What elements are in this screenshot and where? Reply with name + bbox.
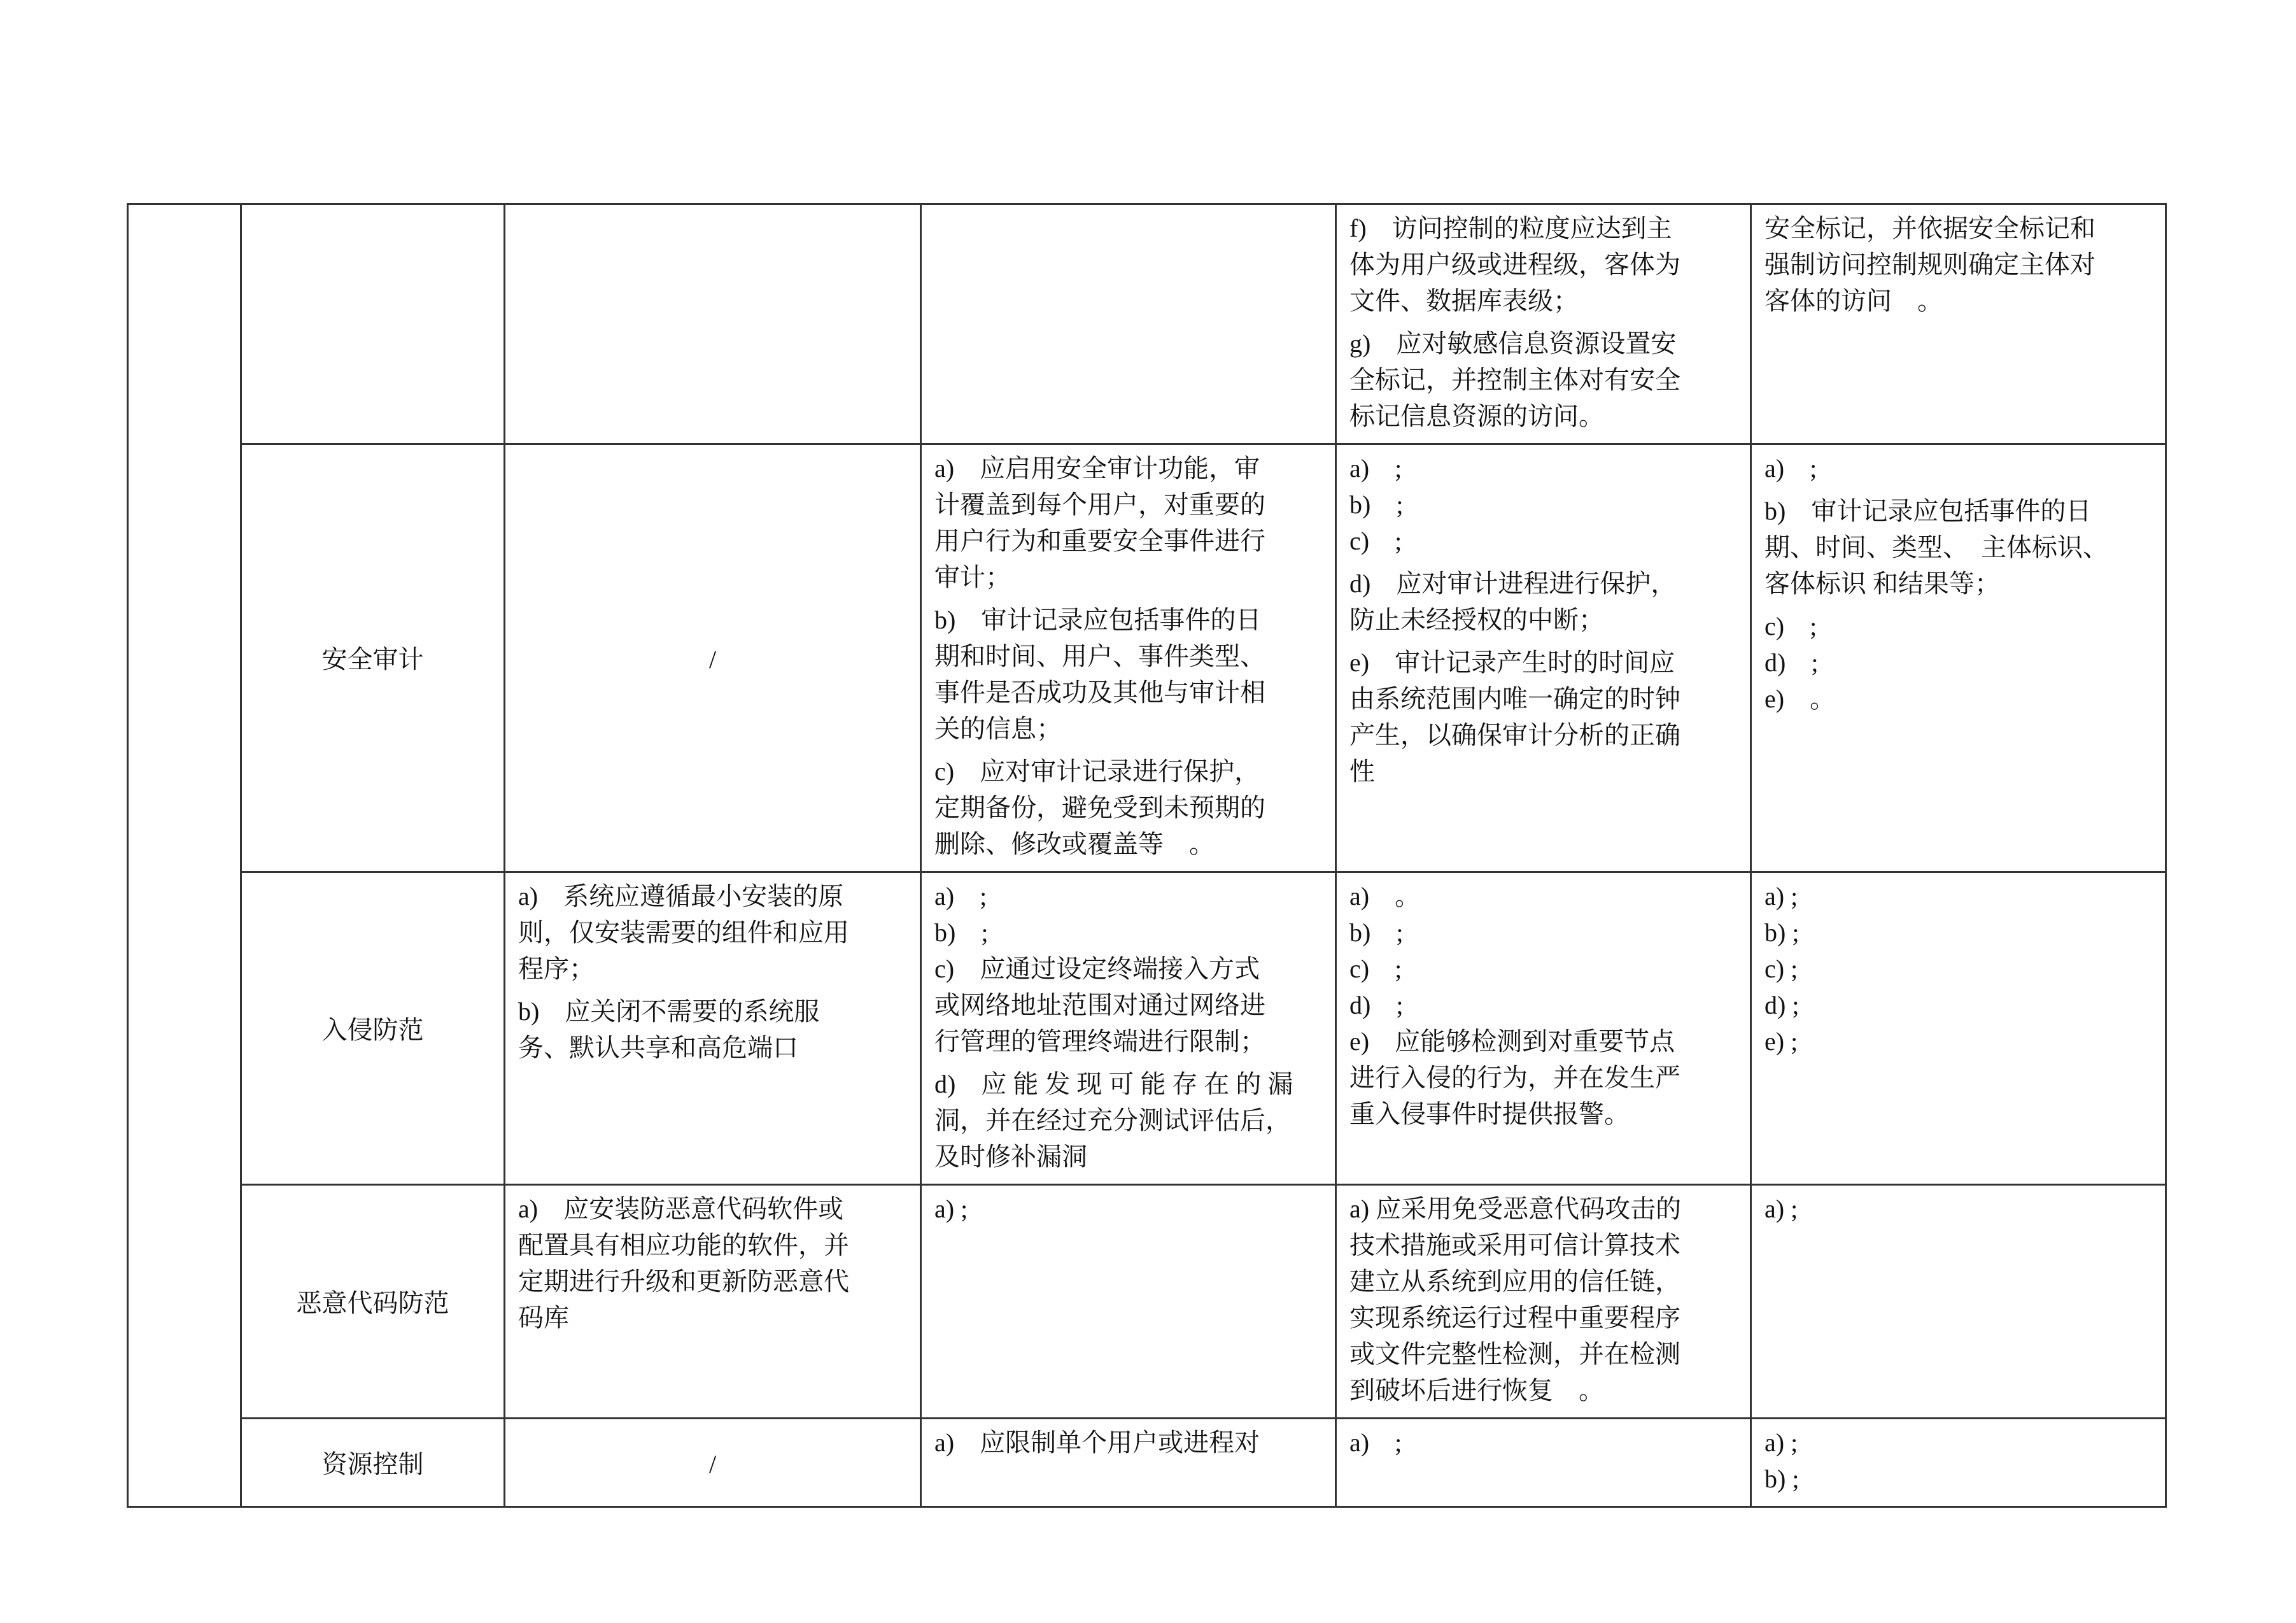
requirement-cell xyxy=(1751,1419,2166,1507)
text-line: a) 应采用免受恶意代码攻击的 xyxy=(1349,1194,1682,1223)
text-line: b) ; xyxy=(1349,490,1404,519)
requirement-paragraph xyxy=(934,1066,1322,1175)
text-line: 全标记，并控制主体对有安全 xyxy=(1349,365,1680,394)
text-line: c) ; xyxy=(1764,612,1817,641)
text-line: a) ; xyxy=(1764,454,1817,483)
requirement-cell xyxy=(1336,1419,1751,1507)
text-line: 文件、数据库表级； xyxy=(1349,287,1579,315)
text-line: c) ; xyxy=(1349,954,1402,983)
text-line: 事件是否成功及其他与审计相 xyxy=(934,678,1265,707)
text-line: 防止未经授权的中断； xyxy=(1349,606,1604,634)
requirement-paragraph xyxy=(1349,210,1737,319)
text-line: b) 应关闭不需要的系统服 xyxy=(518,997,820,1026)
requirement-cell xyxy=(505,1185,921,1419)
requirement-cell: / xyxy=(505,1419,921,1507)
text-line: d) 应对审计进程进行保护， xyxy=(1349,569,1677,598)
text-line: b) ; xyxy=(1764,918,1799,947)
table-row xyxy=(128,1419,2166,1507)
text-line: d) ; xyxy=(1349,991,1404,1019)
text-line: 实现系统运行过程中重要程序 xyxy=(1349,1303,1680,1332)
category-cell: 恶意代码防范 xyxy=(241,1185,505,1419)
text-line: a) ; xyxy=(1764,882,1798,911)
requirement-cell xyxy=(921,204,1336,444)
text-line: g) 应对敏感信息资源设置安 xyxy=(1349,329,1677,358)
requirement-cell xyxy=(1336,872,1751,1185)
text-line: 程序； xyxy=(518,954,595,983)
text-line: b) ; xyxy=(934,918,989,947)
requirement-cell xyxy=(505,204,921,444)
text-line: 体为用户级或进程级，客体为 xyxy=(1349,250,1680,279)
text-line: 进行入侵的行为，并在发生严 xyxy=(1349,1063,1680,1092)
requirement-paragraph xyxy=(1764,878,2152,1060)
requirement-paragraph xyxy=(1764,450,2152,486)
requirement-paragraph xyxy=(1764,1424,2152,1497)
requirement-cell xyxy=(921,1185,1336,1419)
table-row xyxy=(128,444,2166,872)
requirement-paragraph xyxy=(934,753,1322,862)
text-line: a) ; xyxy=(1764,1428,1798,1457)
text-line: a) ; xyxy=(1764,1194,1798,1223)
requirement-cell xyxy=(921,872,1336,1185)
text-line: c) ; xyxy=(1764,954,1798,983)
requirement-cell xyxy=(1751,204,2166,444)
text-line: d) 应 能 发 现 可 能 存 在 的 漏 xyxy=(934,1070,1293,1098)
requirement-cell xyxy=(1751,444,2166,872)
text-line: 删除、修改或覆盖等 。 xyxy=(934,830,1215,858)
text-line: b) ; xyxy=(1349,918,1404,947)
requirement-paragraph xyxy=(1349,878,1737,1132)
requirement-cell xyxy=(1751,1185,2166,1419)
requirement-cell xyxy=(1336,444,1751,872)
text-line: d) ; xyxy=(1764,648,1819,677)
text-line: 配置具有相应功能的软件，并 xyxy=(518,1231,849,1259)
text-line: a) 应启用安全审计功能，审 xyxy=(934,454,1260,483)
text-line: 定期进行升级和更新防恶意代 xyxy=(518,1267,849,1296)
requirement-paragraph xyxy=(1349,450,1737,559)
text-line: 码库 xyxy=(518,1303,569,1332)
text-line: 技术措施或采用可信计算技术 xyxy=(1349,1231,1680,1259)
text-line: b) 审计记录应包括事件的日 xyxy=(1764,497,2092,525)
text-line: 务、默认共享和高危端口 xyxy=(518,1033,798,1062)
requirement-cell: / xyxy=(505,444,921,872)
requirement-paragraph xyxy=(1349,644,1737,790)
category-cell: 安全审计 xyxy=(241,444,505,872)
text-line: 行管理的管理终端进行限制； xyxy=(934,1027,1265,1056)
requirement-paragraph xyxy=(1764,210,2152,319)
requirement-paragraph xyxy=(518,878,907,987)
requirement-paragraph xyxy=(934,878,1322,1060)
requirement-paragraph xyxy=(1349,1424,1737,1461)
requirement-paragraph xyxy=(934,1424,1322,1461)
requirement-cell xyxy=(1336,204,1751,444)
requirement-cell xyxy=(921,1419,1336,1507)
text-line: c) ; xyxy=(1349,527,1402,555)
text-line: e) ; xyxy=(1764,1027,1798,1056)
text-line: 及时修补漏洞 xyxy=(934,1142,1087,1171)
text-line: d) ; xyxy=(1764,991,1799,1019)
text-line: 计覆盖到每个用户，对重要的 xyxy=(934,490,1265,519)
text-line: a) 系统应遵循最小安装的原 xyxy=(518,882,844,911)
text-line: 重入侵事件时提供报警。 xyxy=(1349,1100,1630,1128)
requirement-cell xyxy=(921,444,1336,872)
text-line: e) 审计记录产生时的时间应 xyxy=(1349,648,1675,677)
text-line: 则，仅安装需要的组件和应用 xyxy=(518,918,849,947)
text-line: a) ; xyxy=(934,882,987,911)
category-cell xyxy=(241,204,505,444)
text-line: 期、时间、类型、 主体标识、 xyxy=(1764,533,2108,562)
requirement-cell xyxy=(505,872,921,1185)
text-line: a) 应安装防恶意代码软件或 xyxy=(518,1194,844,1223)
requirement-paragraph xyxy=(1764,1191,2152,1227)
text-line: c) 应通过设定终端接入方式 xyxy=(934,954,1260,983)
text-line: 期和时间、用户、事件类型、 xyxy=(934,642,1265,670)
text-line: 洞，并在经过充分测试评估后， xyxy=(934,1106,1291,1135)
text-line: 客体标识 和结果等； xyxy=(1764,569,2000,598)
category-cell: 入侵防范 xyxy=(241,872,505,1185)
text-line: a) ; xyxy=(1349,1428,1402,1457)
text-line: 或文件完整性检测，并在检测 xyxy=(1349,1340,1680,1368)
requirement-paragraph xyxy=(934,602,1322,747)
text-line: 或网络地址范围对通过网络进 xyxy=(934,991,1265,1019)
text-line: a) 。 xyxy=(1349,882,1421,911)
requirement-paragraph xyxy=(518,1191,907,1336)
text-line: 性 xyxy=(1349,757,1375,786)
text-line: b) 审计记录应包括事件的日 xyxy=(934,606,1262,634)
text-line: e) 。 xyxy=(1764,684,1836,713)
requirement-cell xyxy=(1336,1185,1751,1419)
text-line: 安全标记，并依据安全标记和 xyxy=(1764,214,2095,243)
requirement-paragraph xyxy=(934,1191,1322,1227)
text-line: c) 应对审计记录进行保护， xyxy=(934,757,1260,786)
text-line: 标记信息资源的访问。 xyxy=(1349,402,1604,430)
requirement-cell xyxy=(1751,872,2166,1185)
text-line: 到破坏后进行恢复 。 xyxy=(1349,1376,1604,1405)
requirement-paragraph xyxy=(518,993,907,1066)
text-line: 定期备份，避免受到未预期的 xyxy=(934,793,1265,822)
text-line: a) ; xyxy=(1349,454,1402,483)
text-line: 产生，以确保审计分析的正确 xyxy=(1349,721,1680,749)
text-line: b) ; xyxy=(1764,1464,1799,1493)
text-line: 由系统范围内唯一确定的时钟 xyxy=(1349,684,1680,713)
text-line: 关的信息； xyxy=(934,714,1062,743)
text-line: a) ; xyxy=(934,1194,968,1223)
requirement-paragraph xyxy=(1764,608,2152,717)
table-row xyxy=(128,872,2166,1185)
table-row xyxy=(128,1185,2166,1419)
text-line: f) 访问控制的粒度应达到主 xyxy=(1349,214,1672,243)
requirement-paragraph xyxy=(1349,325,1737,434)
requirement-paragraph xyxy=(1349,1191,1737,1408)
text-line: 建立从系统到应用的信任链， xyxy=(1349,1267,1680,1296)
requirements-table xyxy=(127,203,2167,1508)
text-line: 用户行为和重要安全事件进行 xyxy=(934,527,1265,555)
blank-column-cell xyxy=(128,204,241,1507)
text-line: 客体的访问 。 xyxy=(1764,287,1943,315)
category-cell: 资源控制 xyxy=(241,1419,505,1507)
table-row xyxy=(128,204,2166,444)
text-line: e) 应能够检测到对重要节点 xyxy=(1349,1027,1675,1056)
text-line: 审计； xyxy=(934,563,1011,592)
requirement-paragraph xyxy=(934,450,1322,595)
requirement-paragraph xyxy=(1764,493,2152,602)
text-line: 强制访问控制规则确定主体对 xyxy=(1764,250,2095,279)
requirement-paragraph xyxy=(1349,565,1737,638)
text-line: a) 应限制单个用户或进程对 xyxy=(934,1428,1260,1457)
